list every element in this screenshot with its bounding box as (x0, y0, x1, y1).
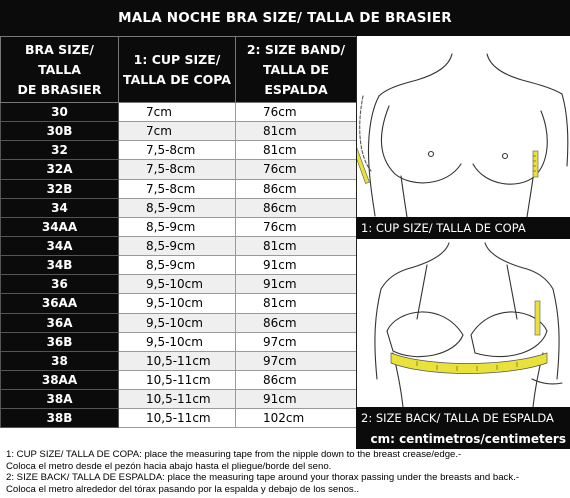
size-cell: 34A (1, 236, 119, 255)
table-row (1, 351, 357, 370)
cup-size-cell: 7cm (119, 103, 236, 122)
band-size-illustration (356, 239, 570, 407)
band-size-cell: 81cm (236, 294, 357, 313)
note-line: 2: SIZE BACK/ TALLA DE ESPALDA: place the measuring tape around your thorax passing under the breasts and back.- (6, 472, 520, 483)
table-row (1, 179, 357, 198)
cup-size-cell: 10,5-11cm (119, 370, 236, 389)
size-table-header (1, 37, 357, 103)
size-table (0, 36, 357, 428)
table-row (1, 256, 357, 275)
band-size-label: 2: SIZE BACK/ TALLA DE ESPALDA (356, 407, 570, 428)
table-row (1, 198, 357, 217)
size-cell: 36A (1, 313, 119, 332)
cup-size-label: 1: CUP SIZE/ TALLA DE COPA (356, 217, 570, 239)
table-row (1, 313, 357, 332)
size-cell: 30B (1, 122, 119, 141)
table-row (1, 141, 357, 160)
chart-title: MALA NOCHE BRA SIZE/ TALLA DE BRASIER (0, 0, 570, 36)
band-size-cell: 86cm (236, 313, 357, 332)
band-size-cell: 102cm (236, 409, 357, 428)
table-row (1, 217, 357, 236)
band-size-cell: 81cm (236, 141, 357, 160)
header-line: TALLA DE (262, 61, 330, 77)
cup-size-illustration (356, 36, 570, 217)
header-line: ESPALDA (264, 81, 328, 97)
size-cell: 38B (1, 409, 119, 428)
band-size-cell: 76cm (236, 160, 357, 179)
cup-size-cell: 9,5-10cm (119, 313, 236, 332)
band-size-cell: 91cm (236, 390, 357, 409)
size-cell: 36B (1, 332, 119, 351)
size-cell: 32A (1, 160, 119, 179)
size-cell: 34AA (1, 217, 119, 236)
size-cell: 36 (1, 275, 119, 294)
cup-size-cell: 10,5-11cm (119, 390, 236, 409)
cup-size-cell: 7,5-8cm (119, 141, 236, 160)
table-row (1, 103, 357, 122)
cup-size-cell: 10,5-11cm (119, 351, 236, 370)
header-line: BRA SIZE/ TALLA (24, 41, 94, 77)
note-line: 1: CUP SIZE/ TALLA DE COPA: place the measuring tape from the nipple down to the breast crease/edge.- (6, 449, 462, 460)
size-cell: 34 (1, 198, 119, 217)
band-size-cell: 91cm (236, 256, 357, 275)
cup-size-cell: 10,5-11cm (119, 409, 236, 428)
table-row (1, 236, 357, 255)
cup-size-cell: 7,5-8cm (119, 179, 236, 198)
table-row (1, 122, 357, 141)
cup-size-cell: 9,5-10cm (119, 332, 236, 351)
measuring-instructions (6, 449, 566, 495)
band-size-drawing (357, 239, 570, 407)
cup-size-cell: 9,5-10cm (119, 275, 236, 294)
note-line: Coloca el metro alrededor del tórax pasando por la espalda y debajo de los senos.. (6, 483, 360, 495)
size-cell: 38AA (1, 370, 119, 389)
cup-size-cell: 7cm (119, 122, 236, 141)
band-size-cell: 76cm (236, 217, 357, 236)
band-size-cell: 81cm (236, 122, 357, 141)
header-line: 2: SIZE BAND/ (246, 41, 346, 57)
header-bra-size (1, 37, 119, 103)
band-size-cell: 86cm (236, 198, 357, 217)
cup-size-cell: 9,5-10cm (119, 294, 236, 313)
size-cell: 34B (1, 256, 119, 275)
table-row (1, 409, 357, 428)
band-size-cell: 86cm (236, 370, 357, 389)
size-cell: 38A (1, 390, 119, 409)
band-size-cell: 97cm (236, 332, 357, 351)
band-size-cell: 76cm (236, 103, 357, 122)
size-table-body (1, 103, 357, 428)
table-row (1, 370, 357, 389)
table-row (1, 332, 357, 351)
table-row (1, 160, 357, 179)
band-size-cell: 91cm (236, 275, 357, 294)
table-row (1, 294, 357, 313)
header-band-size (236, 37, 357, 103)
band-size-cell: 81cm (236, 236, 357, 255)
size-cell: 38 (1, 351, 119, 370)
size-cell: 32 (1, 141, 119, 160)
size-cell: 30 (1, 103, 119, 122)
cup-size-cell: 8,5-9cm (119, 256, 236, 275)
header-line: DE BRASIER (17, 81, 102, 97)
table-row (1, 390, 357, 409)
size-cell: 32B (1, 179, 119, 198)
header-cup-size (119, 37, 236, 103)
units-note: cm: centimetros/centimeters (356, 428, 570, 449)
size-cell: 36AA (1, 294, 119, 313)
cup-size-cell: 7,5-8cm (119, 160, 236, 179)
note-line: Coloca el metro desde el pezón hacia abajo hasta el pliegue/borde del seno. (6, 460, 332, 472)
cup-size-drawing (357, 36, 570, 217)
cup-size-cell: 8,5-9cm (119, 236, 236, 255)
cup-size-cell: 8,5-9cm (119, 217, 236, 236)
header-line: 1: CUP SIZE/ (133, 51, 221, 67)
table-row (1, 275, 357, 294)
header-line: TALLA DE COPA (123, 71, 231, 87)
band-size-cell: 86cm (236, 179, 357, 198)
band-size-cell: 97cm (236, 351, 357, 370)
cup-size-cell: 8,5-9cm (119, 198, 236, 217)
